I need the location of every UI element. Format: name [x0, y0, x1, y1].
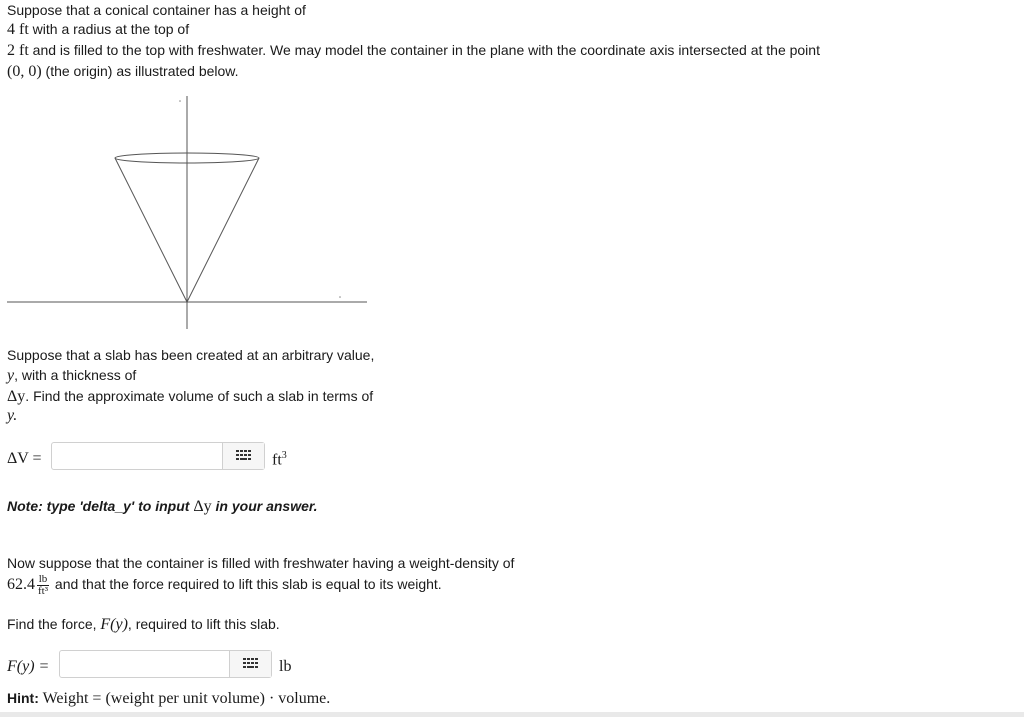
force-answer-box [59, 650, 272, 678]
force-function: F(y) [100, 616, 128, 633]
slab-line-2: y, with a thickness of [7, 367, 137, 384]
cone-diagram [7, 96, 367, 329]
note-delta-y: Δy [193, 498, 212, 515]
volume-keypad-button[interactable] [222, 443, 264, 469]
y-variable: y [7, 367, 15, 384]
x-axis-tick-mark [339, 296, 341, 298]
force-input[interactable] [60, 651, 231, 677]
intro-line-3: 2 ft and is filled to the top with freshwater. We may model the container in the plane with the coordinate axis intersected at the point [7, 42, 820, 59]
force-label: F(y) = [7, 658, 50, 675]
force-question: Find the force, F(y), required to lift this slab. [7, 616, 280, 633]
intro-line-1: Suppose that a conical container has a height of [7, 2, 306, 18]
density-line-2: 62.4 $\frac{lb}{\text{ft³}}$ and that the force required to lift this slab is equal to its weight. [7, 573, 442, 597]
force-keypad-button[interactable] [229, 651, 271, 677]
force-unit: lb [279, 658, 292, 675]
density-line-1: Now suppose that the container is filled with freshwater having a weight-density of [7, 555, 515, 571]
radius-value: 2 ft [7, 42, 29, 59]
height-value: 4 ft [7, 21, 29, 38]
cone-figure [7, 96, 367, 329]
keypad-icon [236, 450, 252, 462]
origin-value: (0, 0) [7, 63, 42, 80]
volume-unit: $ft^3$ [272, 450, 287, 469]
density-unit-fraction: $\frac{lb}{\text{ft³}}$ [38, 573, 49, 597]
note-text: Note: type 'delta_y' to input Δy in your answer. [7, 498, 318, 515]
bottom-scroll-edge [0, 712, 1024, 717]
density-value: 62.4 [7, 576, 35, 594]
intro-line-2: 4 ft with a radius at the top of [7, 21, 190, 38]
hint-label: Hint: [7, 690, 39, 706]
keypad-icon [243, 658, 259, 670]
slab-line-3: Δy. Find the approximate volume of such a slab in terms of [7, 388, 374, 405]
volume-answer-box [51, 442, 265, 470]
delta-y-variable: Δy [7, 388, 26, 405]
volume-label: ΔV = [7, 450, 42, 467]
slab-line-1: Suppose that a slab has been created at an arbitrary value, [7, 347, 375, 363]
hint-text: Hint: Weight = (weight per unit volume) · volume. [7, 690, 331, 707]
intro-line-4: (0, 0) (the origin) as illustrated below. [7, 63, 239, 80]
volume-input[interactable] [52, 443, 224, 469]
slab-line-4: y. [7, 407, 18, 424]
y-axis-tick-mark [179, 100, 181, 102]
